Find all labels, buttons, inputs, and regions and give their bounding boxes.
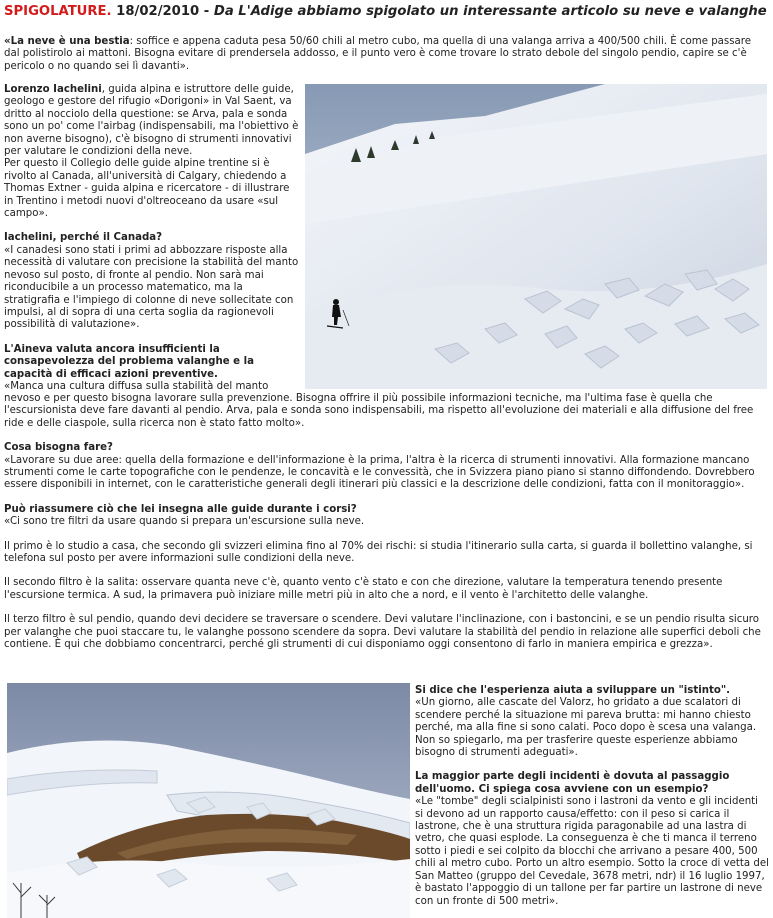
intro-lead: «La neve è una bestia xyxy=(4,36,130,47)
question-corsi: Può riassumere ciò che lei insegna alle guide durante i corsi? xyxy=(4,503,357,515)
answer-corsi: «Ci sono tre filtri da usare quando si prepara un'escursione sulla neve. xyxy=(4,516,365,528)
paragraph-collegio: Per questo il Collegio delle guide alpine trentine si è rivolto al Canada, all'università di Calgary, chiedendo a Thomas Extner - guida alpina e ricercatore - di illustrare in Trentino i metodi nuovi d'oltreoceano da usare «sul campo». xyxy=(4,158,290,220)
answer-aineva-start: «Manca una cultura diffusa sulla stabilità del manto xyxy=(4,380,269,392)
article-subtitle: Da L'Adige abbiamo spigolato un interessante articolo su neve e valanghe xyxy=(213,4,767,19)
photo-snow-slab xyxy=(7,683,410,918)
paragraph-iachelini xyxy=(4,84,299,158)
answer-cosa-fare: «Lavorare su due aree: quella della formazione e dell'informazione è la prima, l'altra è la ricerca di strumenti innovativi. Alla formazione mancano strumenti come le carte topografiche con le pendenze, le concavità e le convessità, che in Svizzera piano piano si stanno diffondendo. Dovrebbero essere disponibili in internet, con le caratteristiche generali degli itinerari più classici e la descrizione delle condizioni, fatta con il monitoraggio». xyxy=(4,454,755,491)
paragraph-primo-filtro: Il primo è lo studio a casa, che secondo gli svizzeri elimina fino al 70% dei rischi: si studia l'itinerario sulla carta, si guarda il bollettino valanghe, si telefona sul posto per avere informazioni sulle condizioni della neve. xyxy=(4,540,753,565)
photo-avalanche-skier xyxy=(305,84,767,389)
article xyxy=(4,0,769,918)
section-label: SPIGOLATURE. xyxy=(4,4,112,19)
article-date: 18/02/2010 xyxy=(116,4,200,19)
question-incidenti: La maggior parte degli incidenti è dovuta al passaggio dell'uomo. Ci spiega cosa avviene con un esempio? xyxy=(415,771,730,795)
title-separator: - xyxy=(199,4,214,19)
right-column-bottom xyxy=(415,685,769,908)
intro-paragraph xyxy=(4,36,769,73)
main-body xyxy=(4,393,769,652)
intro-text: : soffice e appena caduta pesa 50/60 chili al metro cubo, ma quella di una valanga arriva a 400/500 chili. È come passare dal polistirolo ai mattoni. Bisogna evitare di prendersela addosso, e il punto vero è come trovare lo strato debole del singolo pendio, capire se c'è pericolo o no quando sei lì davanti». xyxy=(4,36,752,72)
paragraph-text: , guida alpina e istruttore delle guide, geologo e gestore del rifugio «Dorigoni» in Val Saent, va dritto al nocciolo della questione: se Arva, pala e sonda sono un po' come l'airbag (indispensabili, ma l'obiettivo è non averne bisogno), c'è bisogno di strumenti innovativi per valutare le condizioni della neve. xyxy=(4,84,299,158)
question-istinto: Si dice che l'esperienza aiuta a sviluppare un "istinto". xyxy=(415,685,731,696)
paragraph-terzo-filtro: Il terzo filtro è sul pendio, quando devi decidere se traversare o scendere. Devi valutare l'inclinazione, con i bastoncini, e se un pendio risulta sicuro per valanghe che puoi staccare tu, le valanghe possono scendere da sopra. Devi valutare la stabilità del pendio in relazione alle superfici deboli che contiene. È qui che dobbiamo concentrarci, perché gli strumenti di cui disponiamo oggi consentono di farlo in maniera empirica e grezza». xyxy=(4,614,761,651)
question-cosa-fare: Cosa bisogna fare? xyxy=(4,442,113,454)
answer-incidenti: «Le "tombe" degli scialpinisti sono i lastroni da vento e gli incidenti si devono ad un rapporto causa/effetto: con il peso si carica il lastrone, che è una struttura rigida paragonabile ad una lastra di vetro, che quasi esplode. La conseguenza è che ti manca il terreno sotto i piedi e sei colpito da blocchi che arrivano a pesare 400, 500 chili al metro cubo. Porto un altro esempio. Sotto la croce di vetta del San Matteo (gruppo del Cevedale, 3678 metri, ndr) il 16 luglio 1997, è bastato l'appoggio di un tallone per far partire un lastrone di neve con un fronte di 500 metri». xyxy=(415,796,769,907)
question-canada: Iachelini, perché il Canada? xyxy=(4,232,163,244)
person-name: Lorenzo Iachelini xyxy=(4,84,102,95)
answer-istinto: «Un giorno, alle cascate del Valorz, ho gridato a due scalatori di scendere perché la situazione mi pareva brutta: mi hanno chiesto perché, ma alla fine si sono calati. Poco dopo è scesa una valanga. Non so spiegarlo, ma per trasferire queste esperienze abbiamo bisogno di strumenti adeguati». xyxy=(415,697,757,759)
paragraph-secondo-filtro: Il secondo filtro è la salita: osservare quanta neve c'è, quanto vento c'è stato e con che direzione, valutare la temperatura tenendo presente l'escursione termica. A sud, la primavera può iniziare mille metri più in alto che a nord, e il vento è l'architetto delle valanghe. xyxy=(4,577,723,601)
question-aineva: L'Aineva valuta ancora insufficienti la consapevolezza del problema valanghe e la capacità di efficaci azioni preventive. xyxy=(4,343,254,380)
page-title xyxy=(4,4,769,22)
left-column-top xyxy=(4,84,299,393)
answer-canada: «I canadesi sono stati i primi ad abbozzare risposte alla necessità di valutare con precisione la stabilità del manto nevoso sul posto, di fronte al pendio. Non sarà mai riconducibile a un processo matematico, ma la stratigrafia e l'impiego di colonne di neve sollecitate con impulsi, al di sopra di una certa soglia da ragionevoli possibilità di valutazione». xyxy=(4,244,299,331)
answer-aineva-rest: nevoso e per questo bisogna lavorare sulla prevenzione. Bisogna offrire il più possibile informazioni tecniche, ma l'ultima fase è quella che l'escursionista deve fare davanti al pendio. Arva, pala e sonda sono indispensabili, ma rispetto all'evoluzione dei materiali e alla diffusione del free ride e delle ciaspole, sulla ricerca non è stato fatto molto». xyxy=(4,393,754,429)
